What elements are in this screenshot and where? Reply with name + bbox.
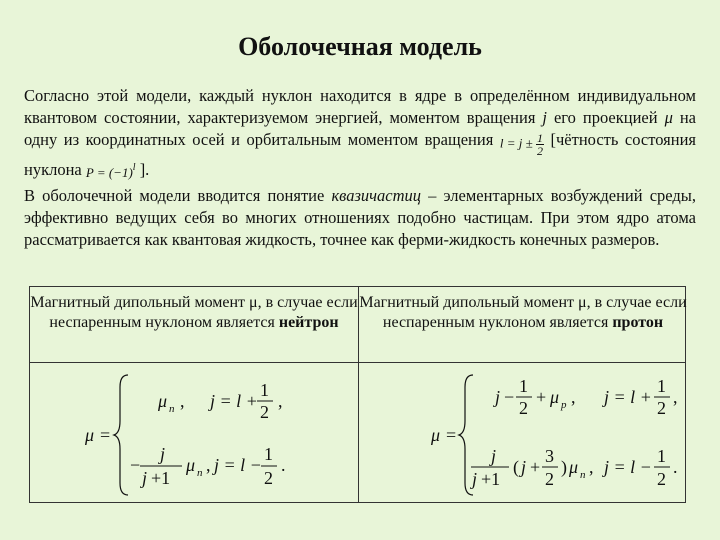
svg-text:2: 2 bbox=[545, 469, 554, 489]
svg-text:1: 1 bbox=[260, 380, 269, 400]
p1-text-a: Согласно этой модели, каждый нуклон находится в ядре в определённом индивидуальном квантовом состоянии, характеризуемом энергией, моментом вращения bbox=[24, 86, 696, 127]
svg-text:j: j bbox=[472, 469, 478, 489]
paragraph-shell-model-description bbox=[24, 85, 696, 184]
svg-text:μ: μ bbox=[186, 455, 196, 475]
svg-text:−: − bbox=[504, 387, 515, 407]
p1-text-b: его проекцией bbox=[547, 108, 665, 127]
svg-text:j: j bbox=[160, 444, 166, 464]
header-proton bbox=[359, 293, 687, 333]
svg-text:1: 1 bbox=[657, 446, 666, 466]
magnetic-moment-table bbox=[29, 286, 686, 503]
svg-text:2: 2 bbox=[264, 468, 273, 488]
header-proton-bold: протон bbox=[612, 314, 664, 331]
svg-text:,: , bbox=[206, 455, 211, 475]
svg-text:(: ( bbox=[513, 457, 519, 477]
page-title: Оболочечная модель bbox=[238, 32, 482, 61]
svg-text:p: p bbox=[561, 399, 567, 411]
p1-mu: μ bbox=[664, 108, 673, 127]
svg-text:1: 1 bbox=[264, 444, 273, 464]
header-neutron-bold: нейтрон bbox=[278, 314, 339, 331]
p1-text-e: ]. bbox=[135, 159, 150, 179]
svg-text:2: 2 bbox=[657, 469, 666, 489]
svg-text:+: + bbox=[536, 387, 547, 407]
svg-text:j: j bbox=[521, 457, 527, 477]
header-neutron-text: Магнитный дипольный момент μ, в случае если неспаренным нуклоном является bbox=[30, 294, 358, 331]
svg-text:j = l −: j = l − bbox=[604, 457, 652, 477]
svg-text:+1: +1 bbox=[151, 468, 171, 488]
p2-quasi: квазичастиц bbox=[331, 186, 422, 205]
formula-parity: $P = (-1)^l$ bbox=[85, 161, 136, 180]
svg-text:μ: μ bbox=[431, 425, 441, 445]
header-proton-text: Магнитный дипольный момент μ, в случае если неспаренным нуклоном является bbox=[359, 294, 687, 331]
svg-text:2: 2 bbox=[519, 398, 528, 418]
p1-j: j bbox=[542, 108, 547, 127]
p1-text-c: на одну из координатных осей и орбитальным моментом вращения bbox=[24, 108, 696, 149]
p2-text-a: В оболочечной модели вводится понятие bbox=[24, 186, 332, 205]
svg-text:=: = bbox=[100, 425, 111, 445]
svg-text:j: j bbox=[491, 446, 497, 466]
formula-neutron-svg bbox=[30, 363, 358, 503]
svg-text:j = l +: j = l + bbox=[604, 387, 652, 407]
svg-text:=: = bbox=[446, 425, 457, 445]
svg-text:,: , bbox=[278, 391, 283, 411]
svg-text:3: 3 bbox=[545, 446, 554, 466]
paragraph-quasiparticles bbox=[24, 185, 696, 251]
svg-text:.: . bbox=[673, 457, 678, 477]
svg-text:j = l +: j = l + bbox=[210, 391, 258, 411]
svg-text:,: , bbox=[571, 387, 576, 407]
svg-text:μ: μ bbox=[85, 425, 95, 445]
p2-text-b: – элементарных возбуждений среды, эффективно ведущих себя во многих отношениях подобно частицам. При этом ядро атома рассматривается как квантовая жидкость, точнее как ферми-жидкость конечных размеров. bbox=[24, 186, 696, 249]
svg-text:,: , bbox=[673, 387, 678, 407]
formula-orbital-moment: l = j ± $\frac{1}{2}$ bbox=[499, 130, 543, 158]
svg-text:+1: +1 bbox=[481, 469, 501, 489]
formula-proton-moment bbox=[359, 363, 687, 503]
svg-text:μ: μ bbox=[569, 457, 579, 477]
svg-text:): ) bbox=[561, 457, 567, 477]
svg-text:2: 2 bbox=[657, 398, 666, 418]
svg-text:,: , bbox=[589, 457, 594, 477]
svg-text:j: j bbox=[495, 387, 501, 407]
svg-text:.: . bbox=[281, 455, 286, 475]
svg-text:−: − bbox=[130, 455, 141, 475]
p1-text-d: [чётность состояния нуклона bbox=[24, 130, 696, 179]
svg-text:1: 1 bbox=[519, 376, 528, 396]
svg-text:μ: μ bbox=[550, 387, 560, 407]
svg-text:n: n bbox=[169, 403, 175, 415]
svg-text:1: 1 bbox=[657, 376, 666, 396]
svg-text:μ: μ bbox=[158, 391, 168, 411]
svg-text:j: j bbox=[142, 468, 148, 488]
svg-text:n: n bbox=[197, 467, 203, 479]
svg-text:2: 2 bbox=[260, 402, 269, 422]
formula-proton-svg bbox=[359, 363, 687, 503]
svg-text:+: + bbox=[530, 457, 541, 477]
svg-text:n: n bbox=[580, 469, 586, 481]
formula-neutron-moment bbox=[30, 363, 358, 503]
svg-text:,: , bbox=[180, 391, 185, 411]
svg-text:j = l −: j = l − bbox=[214, 455, 262, 475]
header-neutron bbox=[30, 293, 358, 333]
